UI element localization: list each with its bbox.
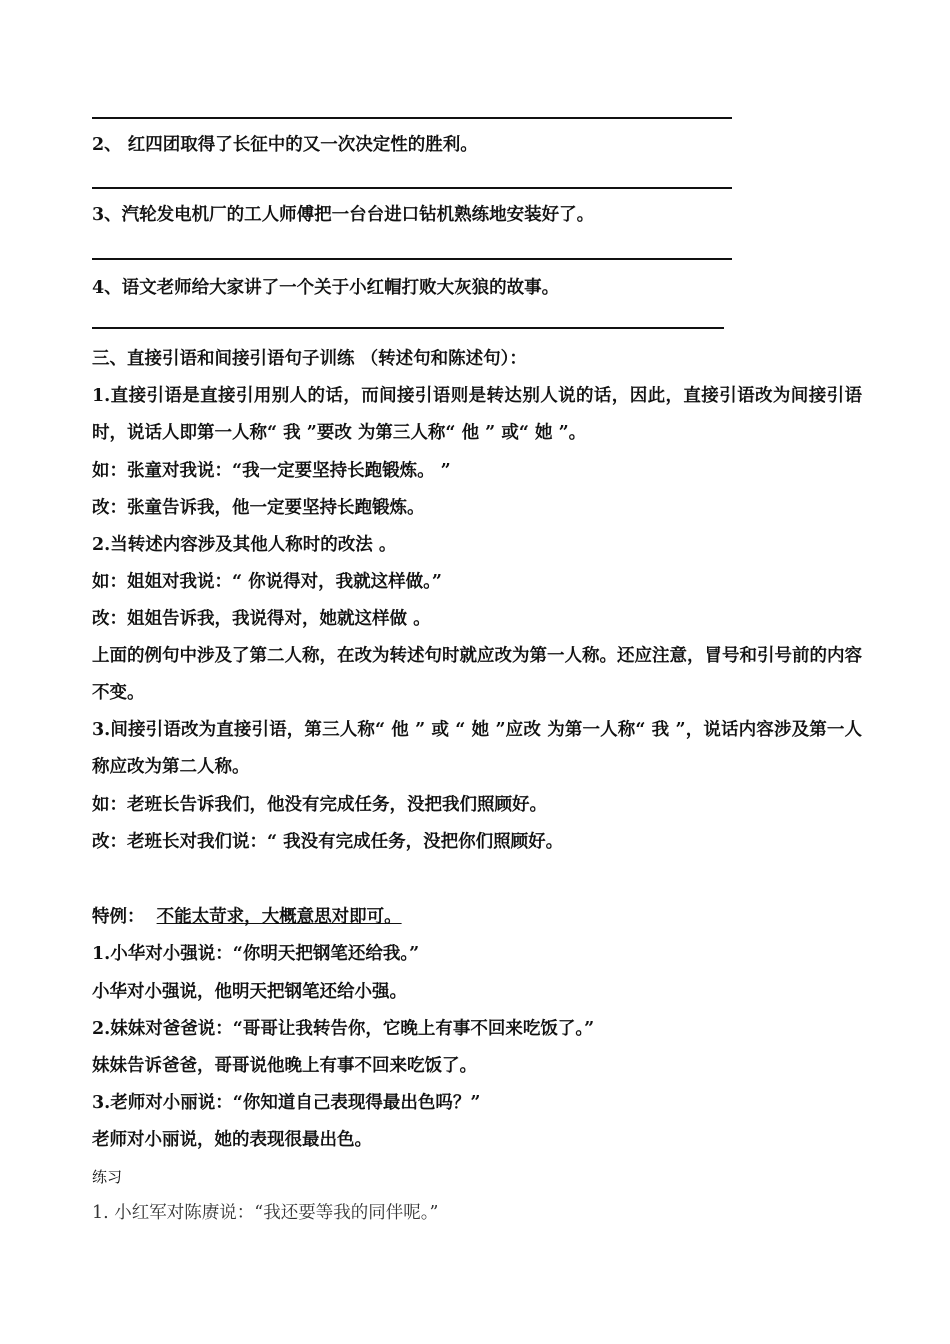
question-2: 2、 红四团取得了长征中的又一次决定性的胜利。 [92, 135, 478, 155]
rule-2-paragraph: 2.当转述内容涉及其他人称时的改法 。 [92, 535, 397, 555]
special-1-original: 1.小华对小强说：“你明天把钢笔还给我。” [92, 944, 420, 964]
practice-heading: 练习 [92, 1168, 123, 1186]
example-3-original: 如：老班长告诉我们，他没有完成任务，没把我们照顾好。 [92, 795, 547, 815]
example-1-original: 如：张童对我说：“我一定要坚持长跑锻炼。 ” [92, 461, 451, 481]
answer-line-3 [92, 258, 732, 260]
special-3-rewritten: 老师对小丽说，她的表现很最出色。 [92, 1130, 372, 1150]
question-3: 3、汽轮发电机厂的工人师傅把一台台进口钻机熟练地安装好了。 [92, 205, 595, 225]
special-3-original: 3.老师对小丽说：“你知道自己表现得最出色吗？” [92, 1093, 481, 1113]
question-4: 4、语文老师给大家讲了一个关于小红帽打败大灰狼的故事。 [92, 278, 560, 298]
special-case-note: 不能太苛求，大概意思对即可。 [156, 907, 402, 927]
rule-2-note: 上面的例句中涉及了第二人称，在改为转述句时就应改为第一人称。还应注意，冒号和引号前的内容不变。 [92, 646, 862, 703]
example-3-rewritten: 改：老班长对我们说：“ 我没有完成任务，没把你们照顾好。 [92, 832, 564, 852]
answer-line-2 [92, 187, 732, 189]
rule-3-paragraph: 3.间接引语改为直接引语，第三人称“ 他 ” 或 “ 她 ”应改 为第一人称“ 我 ”，说话内容涉及第一人称应改为第二人称。 [92, 720, 862, 777]
example-1-rewritten: 改：张童告诉我，他一定要坚持长跑锻炼。 [92, 498, 425, 518]
section-heading: 三、直接引语和间接引语句子训练 （转述句和陈述句）： [92, 349, 527, 369]
special-2-rewritten: 妹妹告诉爸爸，哥哥说他晚上有事不回来吃饭了。 [92, 1056, 477, 1076]
special-2-original: 2.妹妹对爸爸说：“哥哥让我转告你，它晚上有事不回来吃饭了。” [92, 1019, 595, 1039]
example-2-original: 如：姐姐对我说：“ 你说得对，我就这样做。” [92, 572, 442, 592]
special-1-rewritten: 小华对小强说，他明天把钢笔还给小强。 [92, 982, 407, 1002]
example-2-rewritten: 改：姐姐告诉我，我说得对，她就这样做 。 [92, 609, 431, 629]
answer-line-4 [92, 327, 724, 329]
special-case-line [92, 905, 402, 929]
rule-1-paragraph: 1.直接引语是直接引用别人的话，而间接引语则是转达别人说的话，因此，直接引语改为间接引语时，说话人即第一人称“ 我 ”要改 为第三人称“ 他 ” 或“ 她 ”。 [92, 386, 862, 443]
practice-item-1: 1. 小红军对陈赓说：“我还要等我的同伴呢。” [92, 1203, 439, 1223]
answer-line-1 [92, 117, 732, 119]
special-case-label: 特例： [92, 907, 145, 927]
